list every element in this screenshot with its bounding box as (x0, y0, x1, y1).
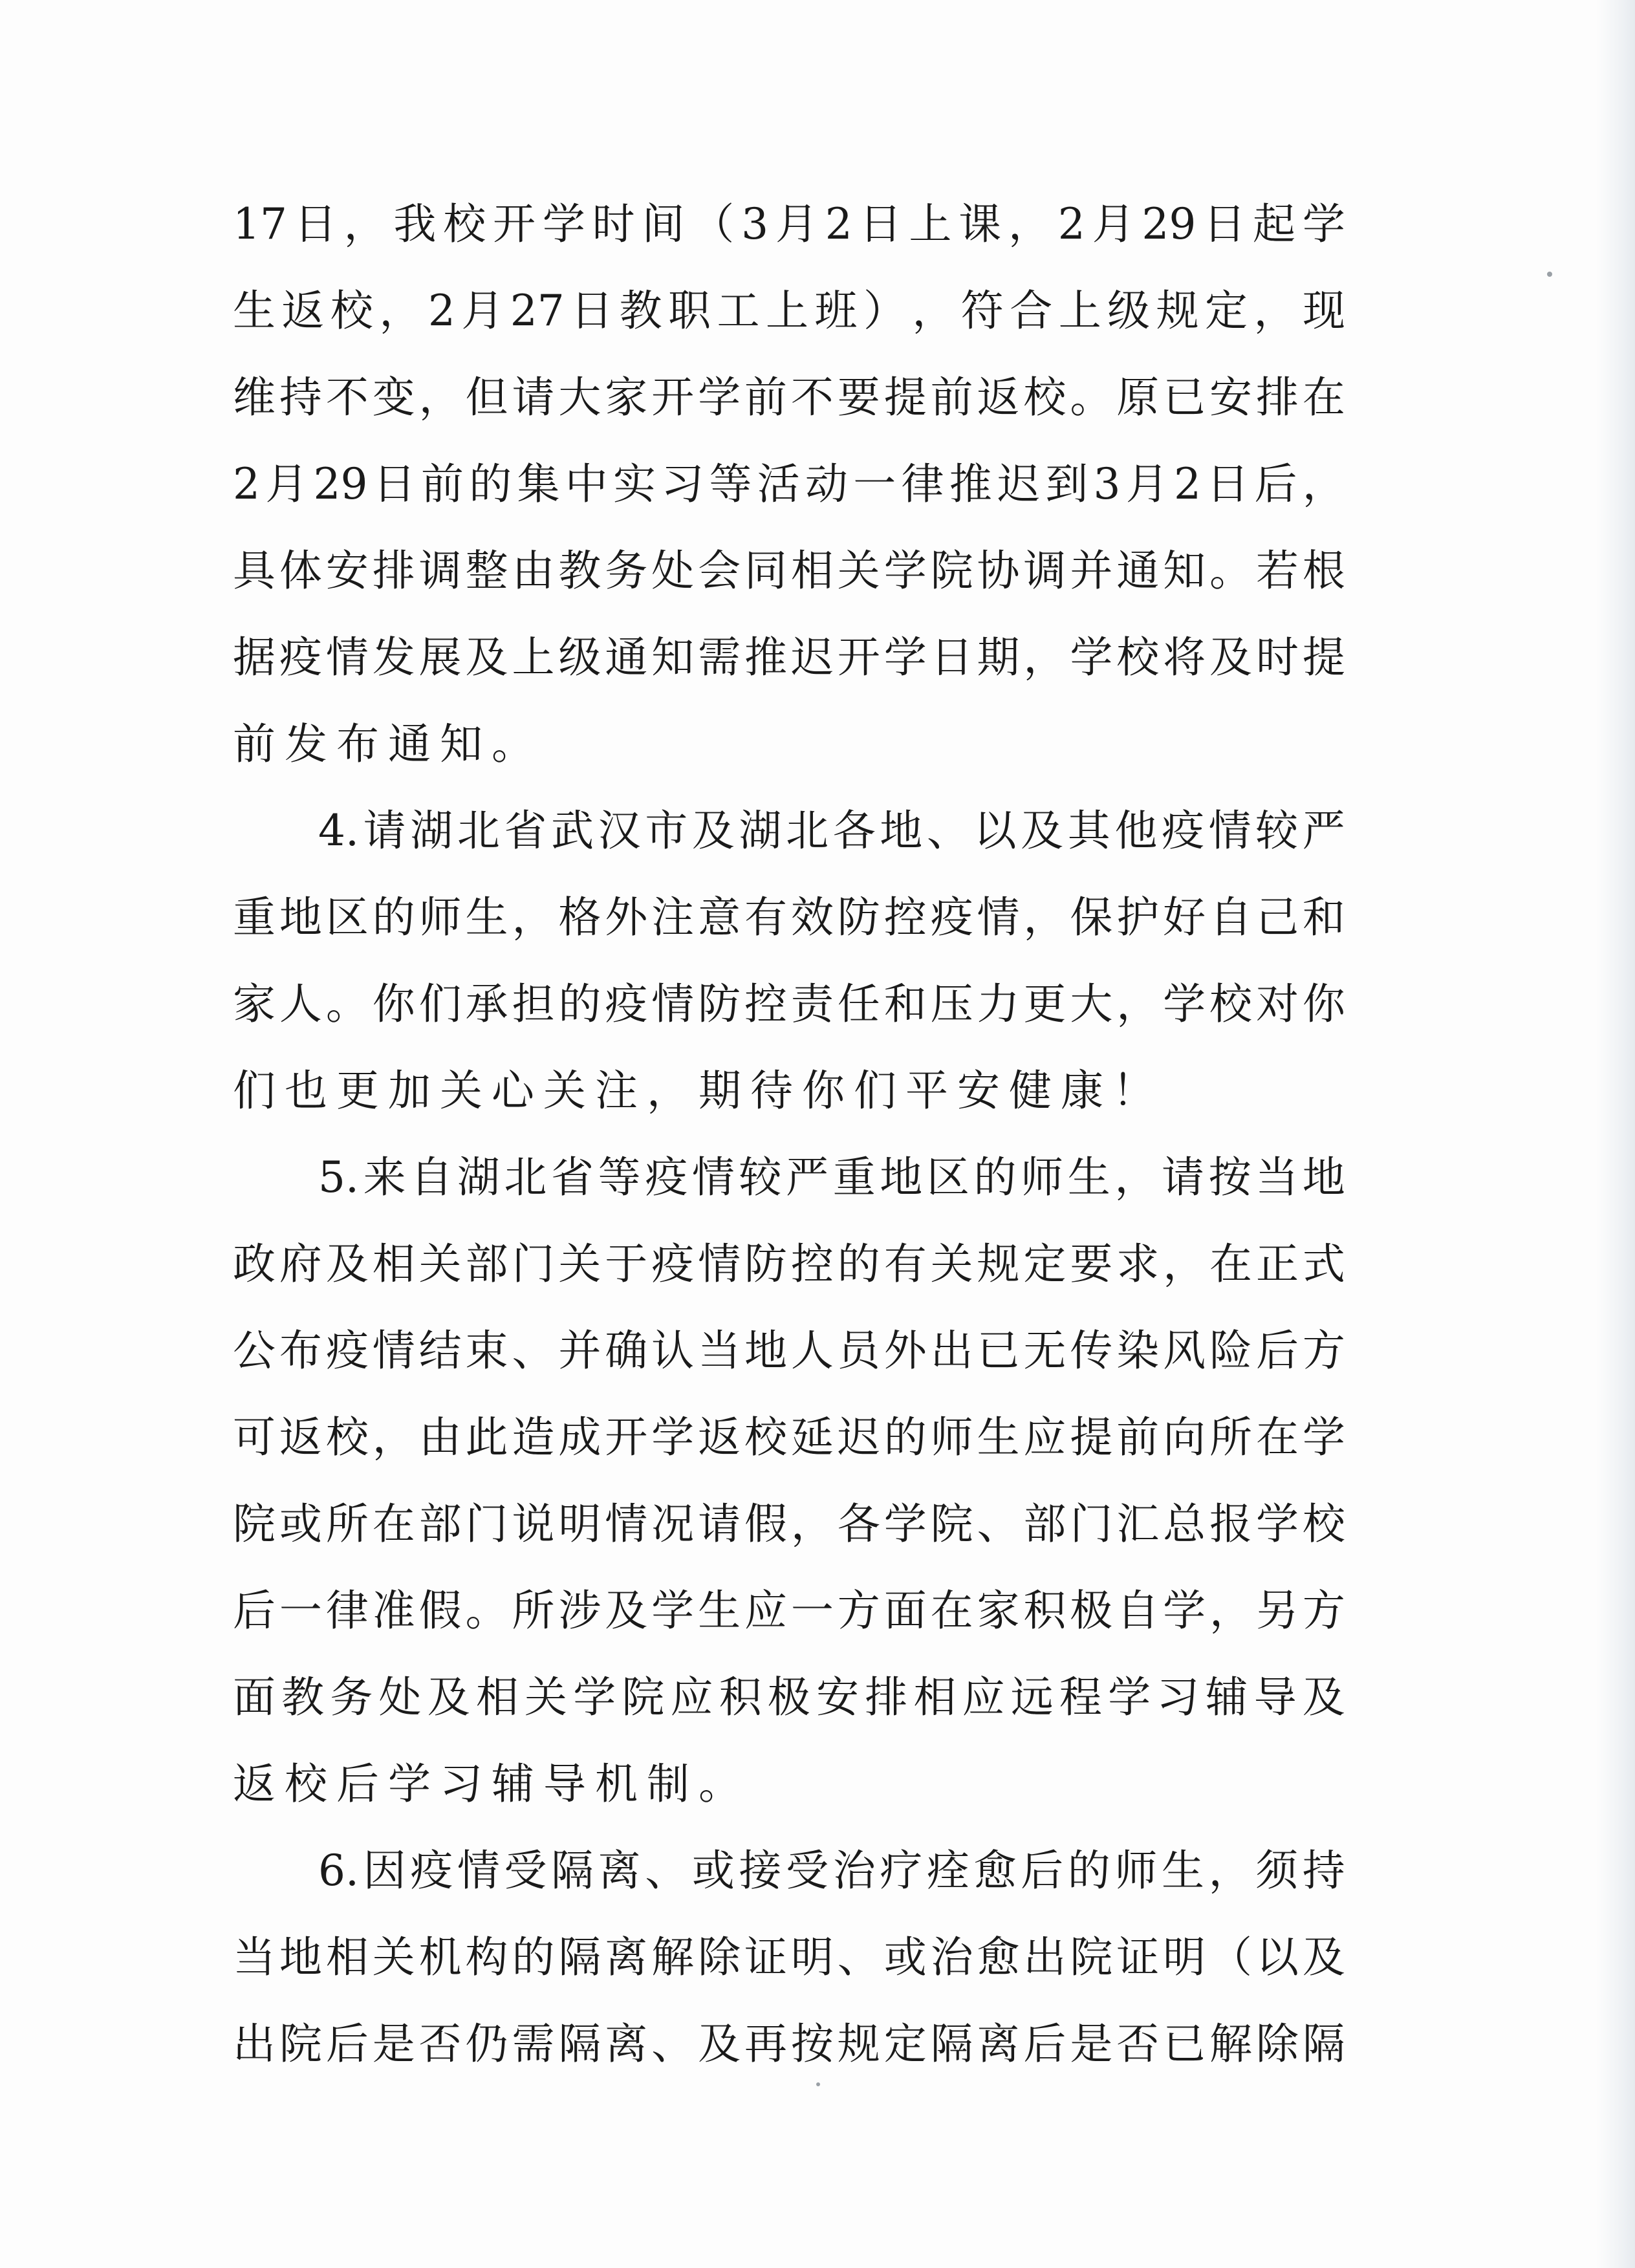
text-line: 可 返 校 ， 由 此 造 成 开 学 返 校 延 迟 的 师 生 应 提 前 向 所 在 学 (233, 1412, 1345, 1462)
text-line: 政 府 及 相 关 部 门 关 于 疫 情 防 控 的 有 关 规 定 要 求 ， 在 正 式 (233, 1239, 1345, 1289)
text-line: 们也更加关心关注，期待你们平安健康！ (233, 1066, 1164, 1116)
text-line: 生 返 校 ， 2 月 27 日 教 职 工 上 班 ） ， 符 合 上 级 规 定 ， 现 (233, 286, 1345, 336)
body-text (233, 181, 1345, 2088)
scan-edge-shadow (1596, 0, 1635, 2268)
text-line: 院 或 所 在 部 门 说 明 情 况 请 假 ， 各 学 院 、 部 门 汇 总 报 学 校 (233, 1499, 1345, 1549)
text-line: 2 月 29 日 前 的 集 中 实 习 等 活 动 一 律 推 迟 到 3 月 2 日 后 ， (233, 459, 1345, 509)
text-line: 维 持 不 变 ， 但 请 大 家 开 学 前 不 要 提 前 返 校 。 原 已 安 排 在 (233, 373, 1345, 422)
text-line: 据 疫 情 发 展 及 上 级 通 知 需 推 迟 开 学 日 期 ， 学 校 将 及 时 提 (233, 632, 1345, 682)
text-line: 面 教 务 处 及 相 关 学 院 应 积 极 安 排 相 应 远 程 学 习 辅 导 及 (233, 1672, 1345, 1722)
scan-speck (1547, 272, 1552, 277)
text-line: 当 地 相 关 机 构 的 隔 离 解 除 证 明 、 或 治 愈 出 院 证 明 （ 以 及 (233, 1932, 1345, 1982)
text-line: 17 日 ， 我 校 开 学 时 间 （ 3 月 2 日 上 课 ， 2 月 29 日 起 学 (233, 199, 1345, 249)
text-line: 前发布通知。 (233, 719, 543, 769)
text-line: 5. 来 自 湖 北 省 等 疫 情 较 严 重 地 区 的 师 生 ， 请 按 当 地 (318, 1152, 1345, 1202)
text-line: 具 体 安 排 调 整 由 教 务 处 会 同 相 关 学 院 协 调 并 通 知 。 若 根 (233, 546, 1345, 596)
text-line: 返校后学习辅导机制。 (233, 1759, 750, 1809)
text-line: 6. 因 疫 情 受 隔 离 、 或 接 受 治 疗 痊 愈 后 的 师 生 ， 须 持 (318, 1846, 1345, 1895)
text-line: 后 一 律 准 假 。 所 涉 及 学 生 应 一 方 面 在 家 积 极 自 学 ， 另 方 (233, 1586, 1345, 1636)
text-line: 家 人 。 你 们 承 担 的 疫 情 防 控 责 任 和 压 力 更 大 ， 学 校 对 你 (233, 979, 1345, 1029)
text-line: 4. 请 湖 北 省 武 汉 市 及 湖 北 各 地 、 以 及 其 他 疫 情 较 严 (318, 806, 1345, 856)
text-line: 出 院 后 是 否 仍 需 隔 离 、 及 再 按 规 定 隔 离 后 是 否 已 解 除 隔 (233, 2019, 1345, 2069)
text-line: 重 地 区 的 师 生 ， 格 外 注 意 有 效 防 控 疫 情 ， 保 护 好 自 己 和 (233, 892, 1345, 942)
text-line: 公 布 疫 情 结 束 、 并 确 认 当 地 人 员 外 出 已 无 传 染 风 险 后 方 (233, 1326, 1345, 1376)
